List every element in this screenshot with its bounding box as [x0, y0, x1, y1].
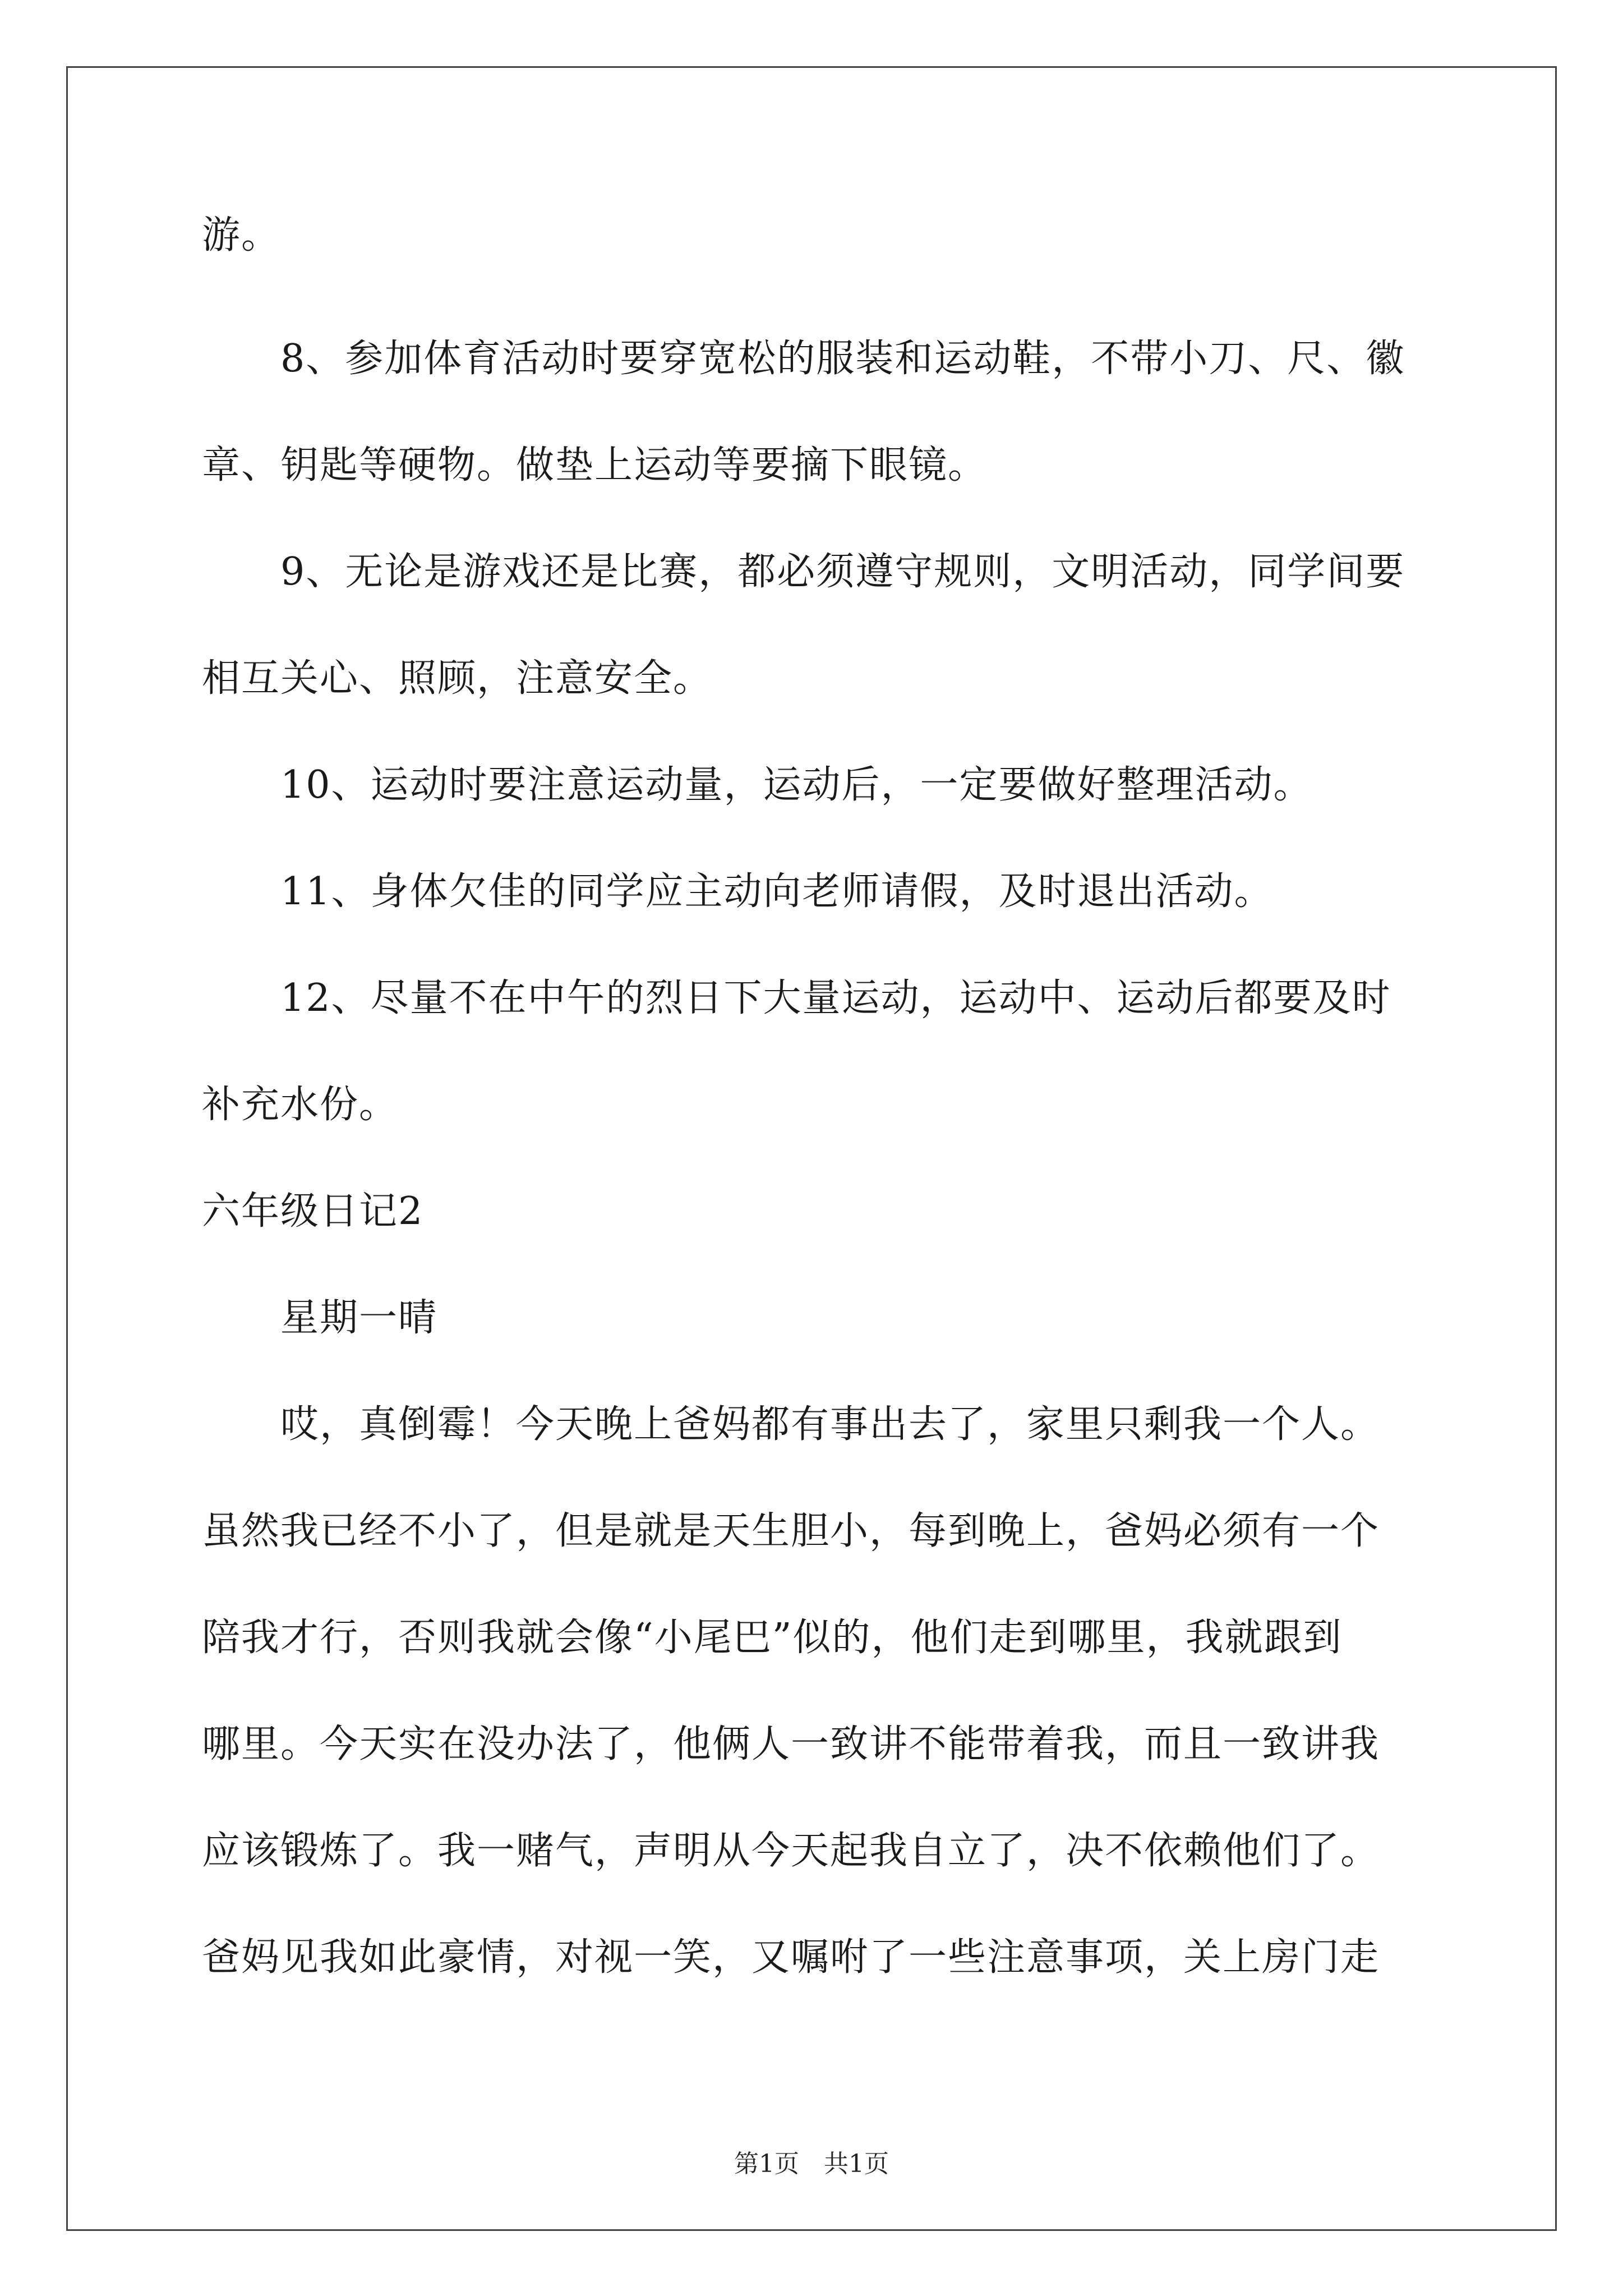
text-line: 11、身体欠佳的同学应主动向老师请假，及时退出活动。 — [280, 869, 1274, 914]
text-line: 哪里。今天实在没办法了，他俩人一致讲不能带着我，而且一致讲我 — [202, 1722, 1380, 1766]
text-line: 10、运动时要注意运动量，运动后，一定要做好整理活动。 — [280, 763, 1313, 807]
page-border — [66, 66, 1557, 2231]
text-line: 虽然我已经不小了，但是就是天生胆小，每到晚上，爸妈必须有一个 — [202, 1509, 1380, 1553]
text-line: 相互关心、照顾，注意安全。 — [202, 656, 713, 701]
text-line: 补充水份。 — [202, 1083, 399, 1127]
text-line: 星期一晴 — [280, 1296, 438, 1340]
section-heading: 六年级日记2 — [202, 1189, 424, 1234]
text-line: 9、无论是游戏还是比赛，都必须遵守规则，文明活动，同学间要 — [280, 550, 1405, 594]
text-line: 游。 — [202, 213, 281, 257]
text-line: 12、尽量不在中午的烈日下大量运动，运动中、运动后都要及时 — [280, 976, 1391, 1020]
text-line: 爸妈见我如此豪情，对视一笑，又嘱咐了一些注意事项，关上房门走 — [202, 1935, 1380, 1980]
text-line: 8、参加体育活动时要穿宽松的服装和运动鞋，不带小刀、尺、徽 — [280, 337, 1405, 381]
text-line: 应该锻炼了。我一赌气，声明从今天起我自立了，决不依赖他们了。 — [202, 1829, 1380, 1873]
text-line: 哎，真倒霉！今天晚上爸妈都有事出去了，家里只剩我一个人。 — [280, 1402, 1380, 1447]
page-footer: 第1页 共1页 — [734, 2150, 889, 2178]
text-line: 章、钥匙等硬物。做垫上运动等要摘下眼镜。 — [202, 443, 988, 487]
text-line: 陪我才行，否则我就会像“小尾巴”似的，他们走到哪里，我就跟到 — [202, 1616, 1343, 1660]
